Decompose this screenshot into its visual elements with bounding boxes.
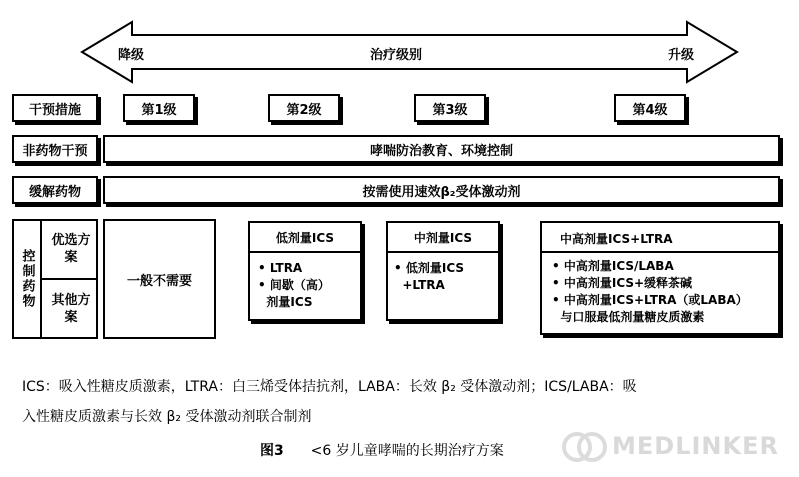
level-3-other-item: • 低剂量ICS [394, 261, 464, 275]
level-1-header: 第1级 [123, 94, 195, 122]
level-3-other-item: +LTRA [394, 278, 445, 292]
control-label-hline [40, 278, 98, 280]
level-4-other-item: 与口服最低剂量糖皮质激素 [552, 310, 705, 324]
arrow-left-label: 降级 [118, 48, 145, 63]
arrow-center-label: 治疗级别 [370, 48, 423, 63]
level-3-header: 第3级 [414, 94, 486, 122]
footnote [22, 372, 792, 432]
level-2-other-item: 剂量ICS [258, 295, 313, 309]
relief-content: 按需使用速效β₂受体激动剂 [103, 176, 780, 204]
level-4-other-list [552, 258, 778, 326]
level-2-divider [248, 251, 362, 253]
level-3-other-list [394, 260, 498, 294]
level-2-other-item: • LTRA [258, 261, 303, 275]
footnote-line-2: 入性糖皮质激素与长效 β₂ 受体激动剂联合制剂 [22, 409, 312, 425]
figure-title: <6 岁儿童哮喘的长期治疗方案 [310, 443, 504, 459]
level-4-other-item: • 中高剂量ICS+LTRA（或LABA） [552, 293, 748, 307]
level-1-control: 一般不需要 [103, 219, 216, 339]
level-2-preferred: 低剂量ICS [275, 230, 335, 245]
preferred-label: 优选方案 [51, 233, 91, 265]
figure-number: 图3 [260, 443, 284, 459]
level-3-preferred: 中剂量ICS [413, 230, 473, 245]
level-2-other-item: • 间歇（高） [258, 278, 330, 292]
footnote-line-1: ICS：吸入性糖皮质激素，LTRA：白三烯受体拮抗剂，LABA：长效 β₂ 受体激动剂；ICS/LABA：吸 [22, 379, 637, 395]
level-4-header: 第4级 [614, 94, 686, 122]
level-2-header: 第2级 [268, 94, 340, 122]
intervention-header: 干预措施 [12, 94, 98, 122]
nondrug-label: 非药物干预 [12, 135, 98, 163]
level-4-divider [540, 251, 780, 253]
arrow-right-label: 升级 [668, 48, 695, 63]
level-4-other-item: • 中高剂量ICS+缓释茶碱 [552, 276, 693, 290]
control-label: 控制药物 [19, 249, 35, 309]
other-label: 其他方案 [51, 293, 91, 325]
watermark-text: MEDLINKER [612, 432, 779, 460]
level-4-other-item: • 中高剂量ICS/LABA [552, 259, 674, 273]
watermark-logo-icon [560, 430, 610, 464]
level-3-divider [386, 251, 500, 253]
level-4-preferred: 中高剂量ICS+LTRA [560, 232, 673, 246]
relief-label: 缓解药物 [12, 176, 98, 204]
nondrug-content: 哮喘防治教育、环境控制 [103, 135, 780, 163]
level-2-other-list [258, 260, 358, 311]
figure-caption [260, 440, 504, 460]
